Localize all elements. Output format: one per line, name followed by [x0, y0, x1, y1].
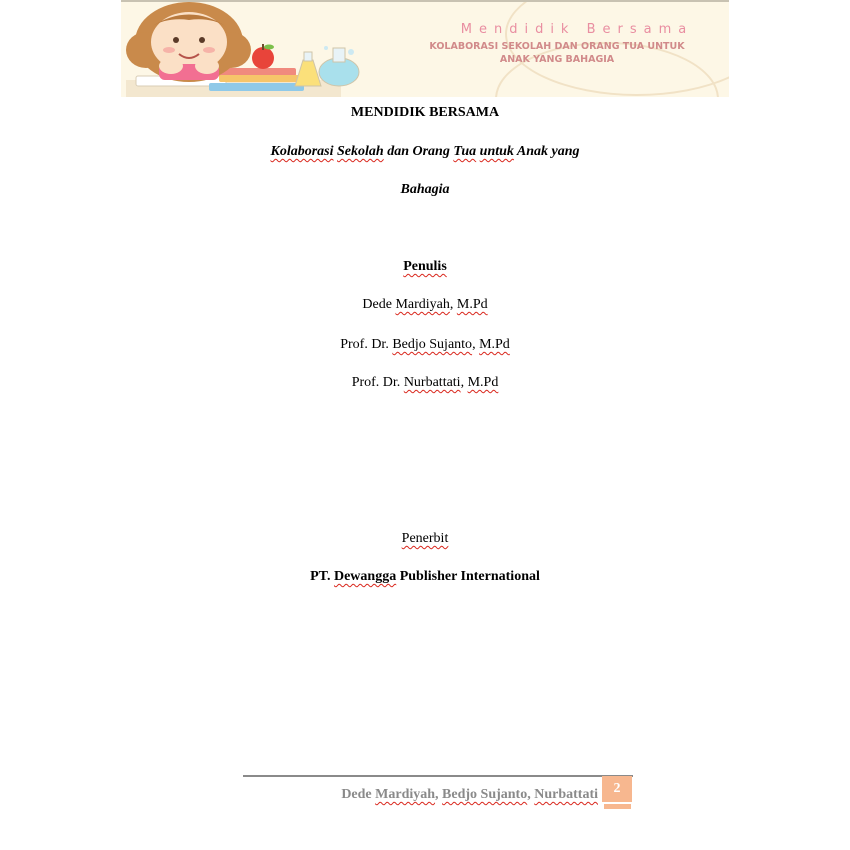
- subtitle-word: Tua: [453, 144, 477, 159]
- publisher-prefix: PT.: [310, 569, 334, 584]
- author-degree: M.Pd: [467, 375, 499, 390]
- publisher-heading-text: Penerbit: [401, 531, 449, 546]
- page-number-accent: [604, 804, 631, 809]
- footer-separator: ,: [527, 787, 535, 802]
- author-prefix: Prof. Dr.: [340, 337, 393, 352]
- banner-title: Mendidik Bersama: [460, 22, 694, 37]
- document-subtitle-line2: Bahagia: [400, 182, 450, 197]
- author-name: Nurbattati: [403, 375, 461, 390]
- authors-heading: [121, 259, 729, 275]
- author-line: [121, 297, 729, 313]
- girl-reading-illustration: [121, 2, 381, 97]
- document-page: [121, 0, 729, 850]
- author-separator: ,: [472, 337, 480, 352]
- subtitle-word: Kolaborasi: [270, 144, 334, 159]
- publisher-name: [121, 569, 729, 585]
- footer-name: Mardiyah: [375, 787, 436, 802]
- publisher-heading: [121, 531, 729, 547]
- author-degree: M.Pd: [456, 297, 488, 312]
- publisher-word: Dewangga: [333, 569, 397, 584]
- footer-prefix: Dede: [341, 787, 376, 802]
- publisher-suffix: Publisher International: [396, 569, 540, 584]
- footer-name: Nurbattati: [534, 787, 598, 802]
- document-subtitle: [121, 144, 729, 160]
- subtitle-word: Sekolah: [337, 144, 384, 159]
- header-banner: [121, 0, 729, 97]
- footer-name: Bedjo Sujanto: [442, 787, 528, 802]
- banner-subtitle: [397, 40, 717, 66]
- banner-subtitle-line: ANAK YANG BAHAGIA: [499, 54, 615, 65]
- author-degree: M.Pd: [479, 337, 510, 352]
- author-separator: ,: [449, 297, 457, 312]
- footer-authors: [243, 787, 598, 803]
- author-line: [121, 337, 729, 353]
- author-separator: ,: [460, 375, 468, 390]
- banner-subtitle-line: KOLABORASI SEKOLAH DAN ORANG TUA UNTUK: [429, 41, 685, 52]
- authors-heading-text: Penulis: [403, 259, 447, 274]
- subtitle-word: dan Orang: [387, 144, 450, 159]
- author-name: Mardiyah: [395, 297, 450, 312]
- footer-divider: [243, 775, 633, 777]
- footer-separator: ,: [435, 787, 443, 802]
- subtitle-word: untuk: [479, 144, 514, 159]
- document-title: MENDIDIK BERSAMA: [350, 105, 500, 120]
- author-prefix: Prof. Dr.: [351, 375, 404, 390]
- author-prefix: Dede: [362, 297, 396, 312]
- page-number: 2: [602, 776, 632, 802]
- subtitle-word: Anak yang: [516, 144, 580, 159]
- author-name: Bedjo Sujanto: [392, 337, 473, 352]
- author-line: [121, 375, 729, 391]
